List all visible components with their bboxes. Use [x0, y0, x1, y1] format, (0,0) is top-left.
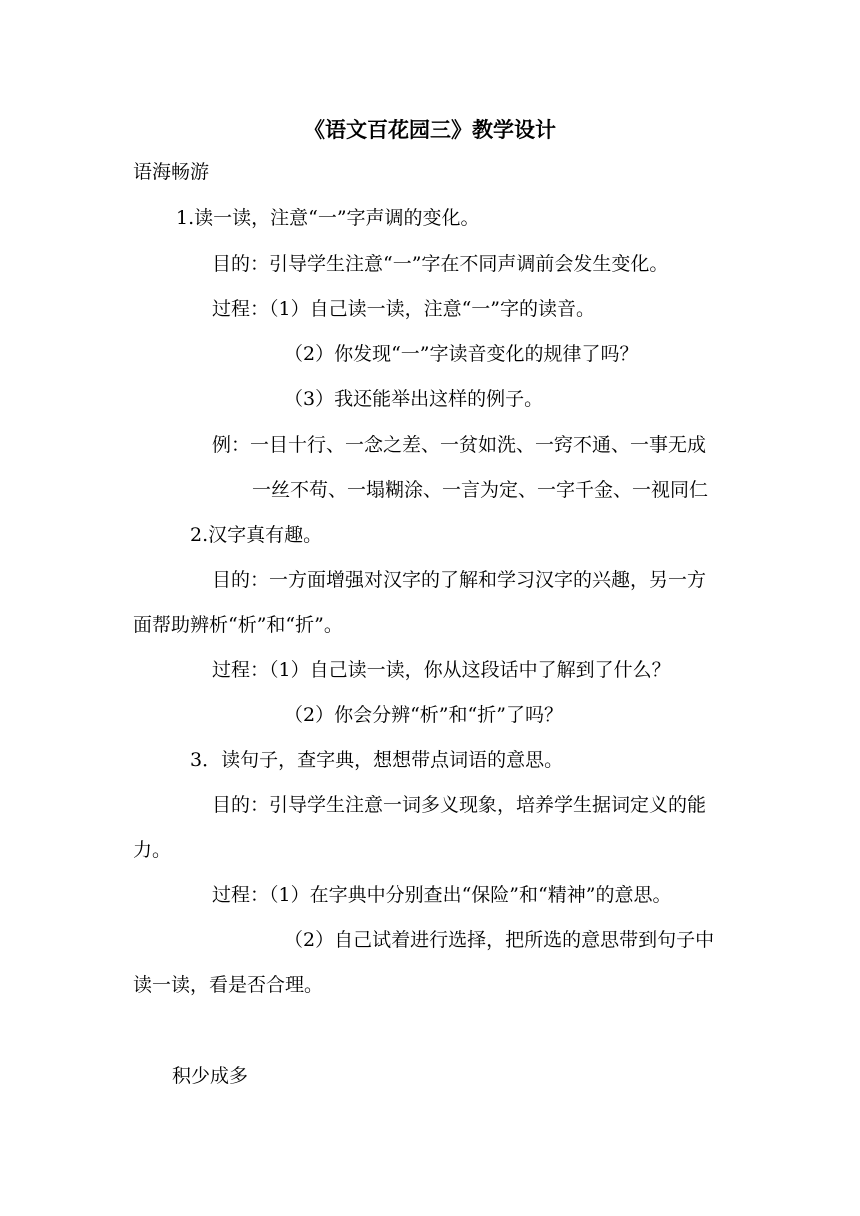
item3-goal-line1: 目的：引导学生注意一词多义现象，培养学生据词定义的能 — [212, 794, 707, 816]
document-title: 《语文百花园三》教学设计 — [304, 117, 556, 142]
item1-process-1: 过程：（1）自己读一读，注意“一”字的读音。 — [212, 298, 596, 320]
item1-goal: 目的：引导学生注意“一”字在不同声调前会发生变化。 — [212, 253, 669, 275]
item1-title: 1.读一读，注意“一”字声调的变化。 — [176, 207, 480, 229]
item3-process-1: 过程：（1）在字典中分别查出“保险”和“精神”的意思。 — [212, 884, 672, 906]
item1-process-2: （2）你发现“一”字读音变化的规律了吗？ — [284, 343, 639, 365]
section-heading-jishao: 积少成多 — [172, 1065, 249, 1087]
item2-goal-line1: 目的：一方面增强对汉字的了解和学习汉字的兴趣，另一方 — [212, 569, 707, 591]
item3-process-2-line2: 读一读，看是否合理。 — [133, 974, 324, 996]
item2-process-1: 过程：（1）自己读一读，你从这段话中了解到了什么？ — [212, 659, 671, 681]
item1-process-3: （3）我还能举出这样的例子。 — [284, 388, 544, 410]
item3-process-2-line1: （2）自己试着进行选择，把所选的意思带到句子中 — [284, 929, 715, 951]
item2-process-2: （2）你会分辨“析”和“折”了吗？ — [284, 704, 563, 726]
item3-title: 3．读句子，查字典，想想带点词语的意思。 — [190, 749, 564, 771]
item3-goal-line2: 力。 — [133, 839, 172, 861]
item1-example-1: 例：一目十行、一念之差、一贫如洗、一窍不通、一事无成 — [212, 434, 707, 456]
item2-goal-line2: 面帮助辨析“析”和“折”。 — [133, 614, 343, 636]
section-heading-yuhai: 语海畅游 — [133, 161, 210, 183]
item2-title: 2.汉字真有趣。 — [190, 524, 323, 546]
item1-example-2: 一丝不苟、一塌糊涂、一言为定、一字千金、一视同仁 — [252, 479, 709, 501]
